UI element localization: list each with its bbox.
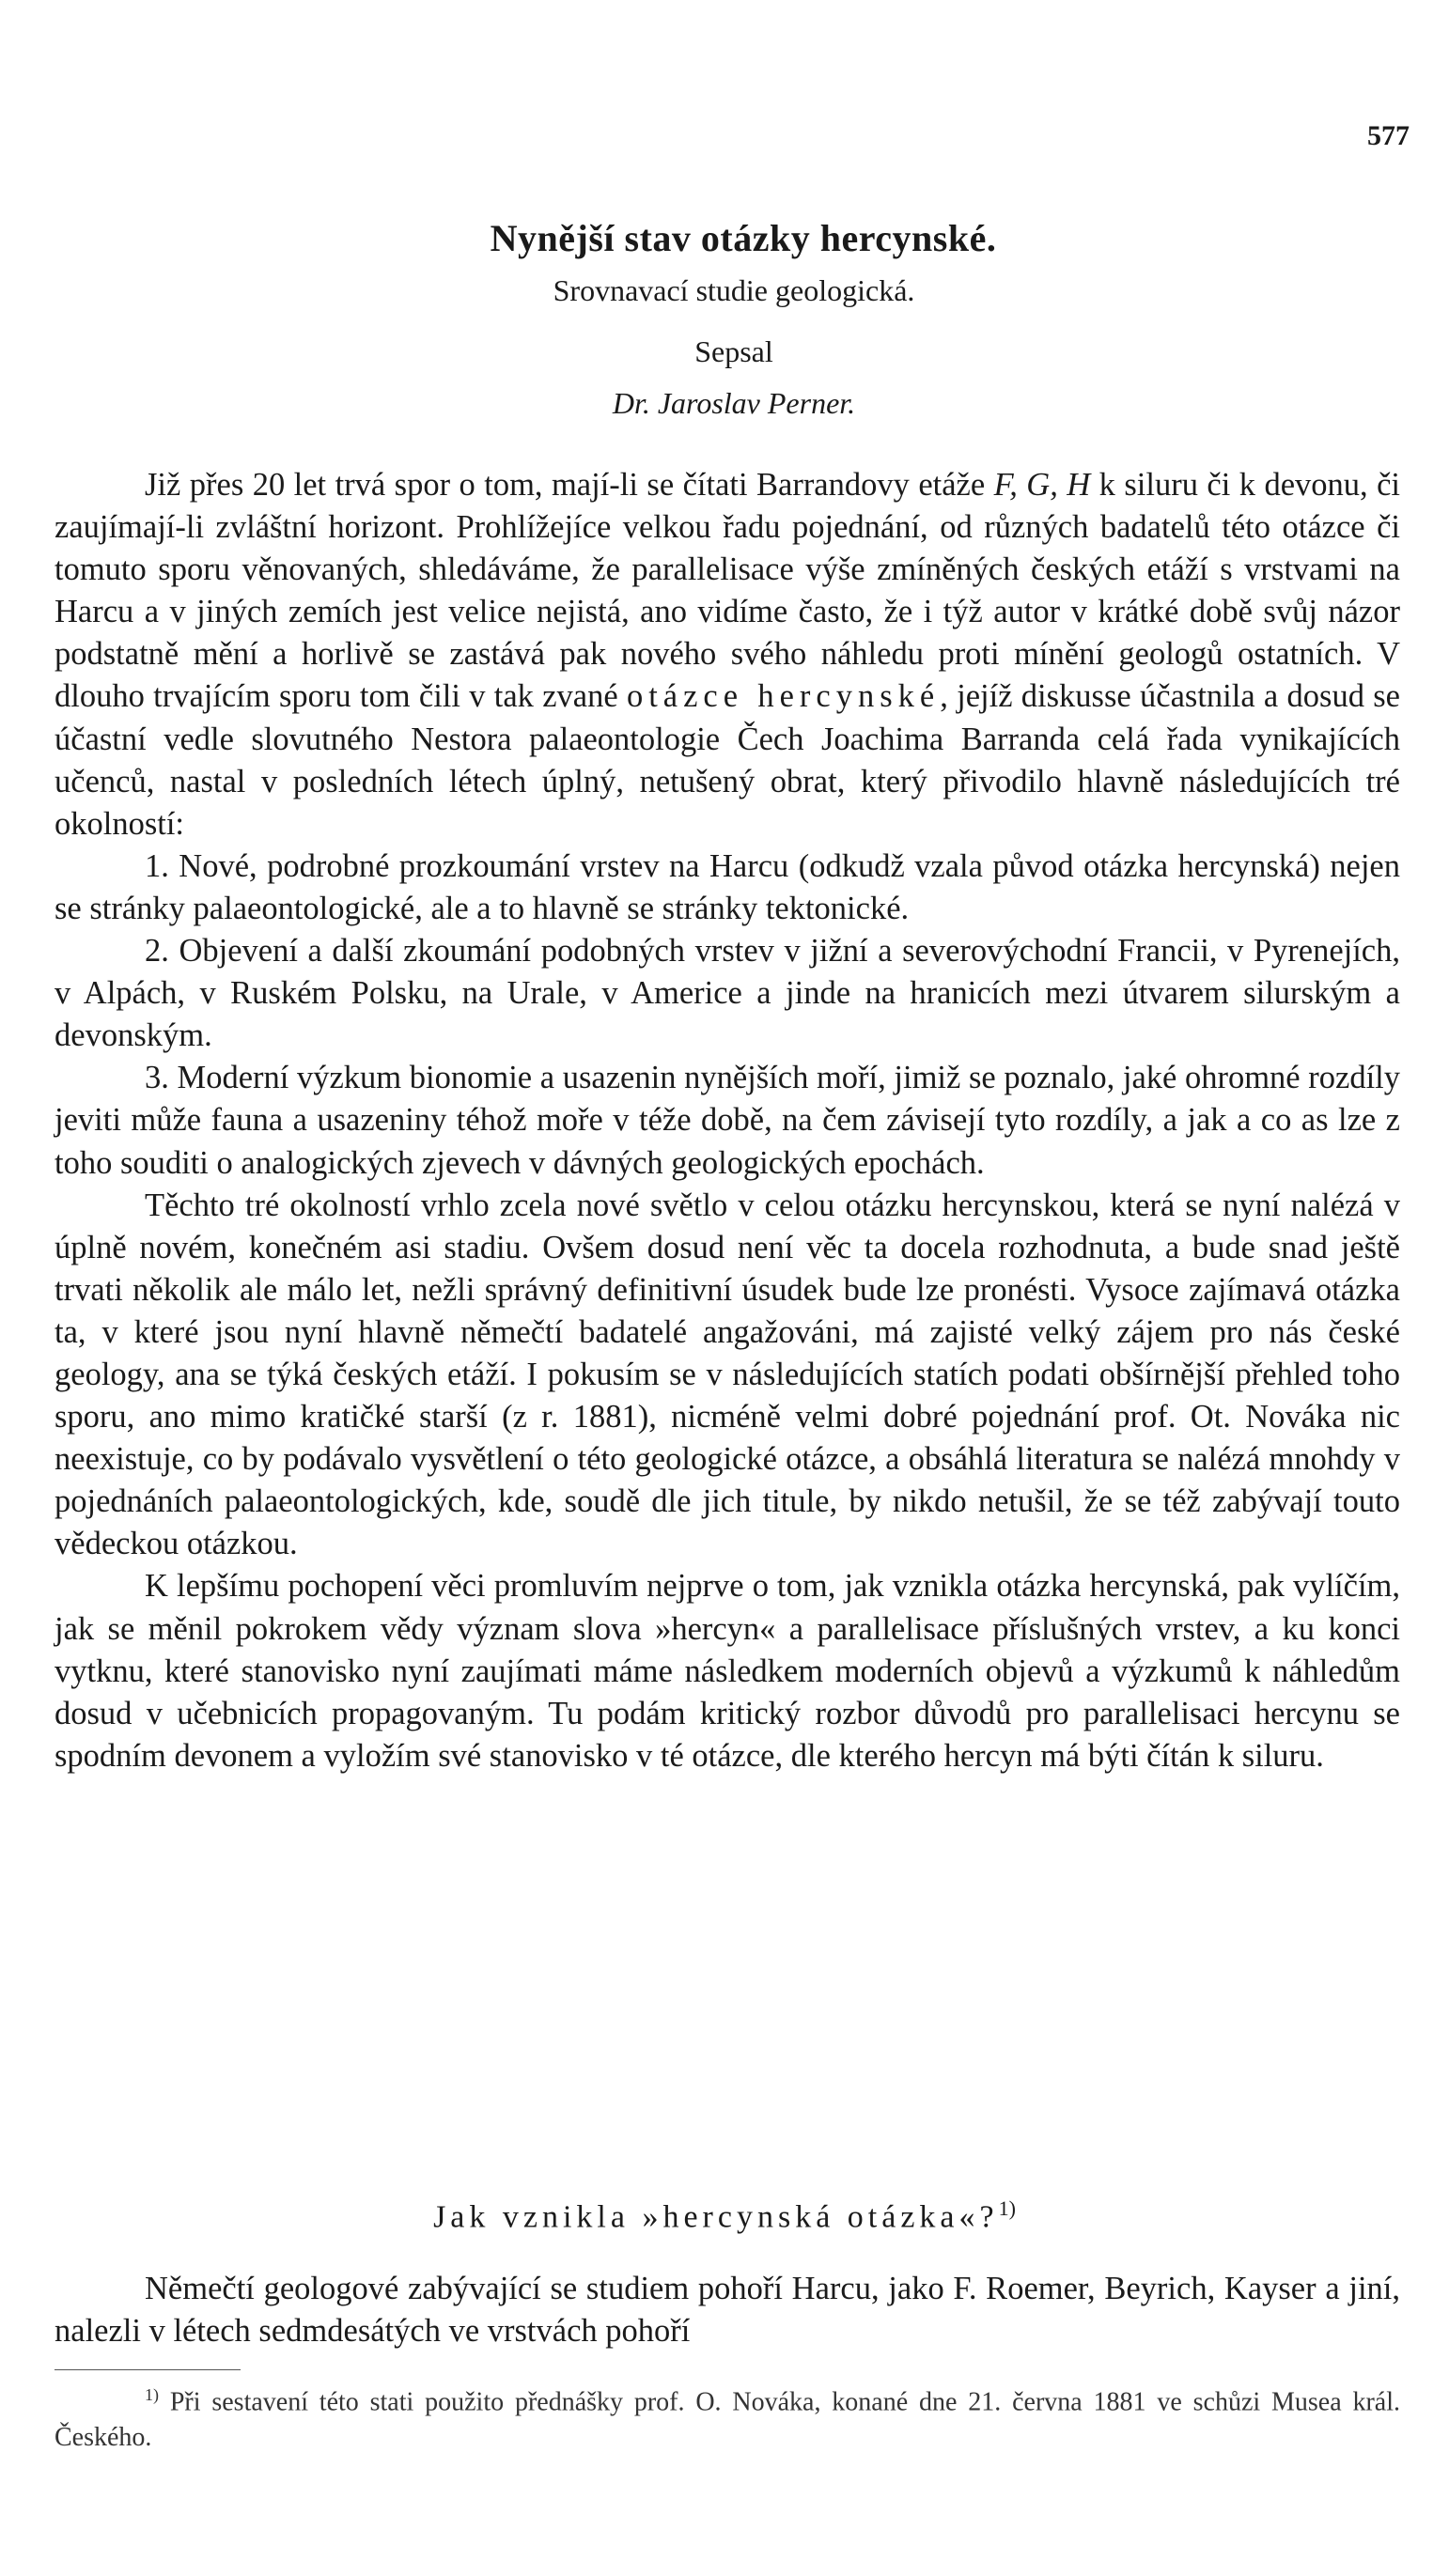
section-heading-text: Jak vznikla »hercynská otázka«? — [433, 2199, 999, 2235]
body-paragraph: K lepšímu pochopení věci promluvím nejprve o tom, jak vznikla otázka hercynská, pak vylíčím, jak se měnil pokrokem vědy význam slova »hercyn« a parallelisace příslušných vrstev, a ku konci vytknu, které stanovisko nyní zaujímati máme následkem moderních objevů a výzkumů k náhledům dosud v učebnicích propagovaným. Tu podám kritický rozbor důvodů pro parallelisaci hercynu se spodním devonem a vyložím své stanovisko v té otázce, dle kterého hercyn má býti čítán k siluru. — [55, 1568, 1400, 1774]
footnote-divider — [55, 2369, 241, 2370]
footnote-marker: 1) — [145, 2385, 159, 2404]
list-item: 2. Objevení a další zkoumání podobných vrstev v jižní a severovýchodní Francii, v Pyrenejích, v Alpách, v Ruském Polsku, na Urale, v Americe a jinde na hranicích mezi útvarem silurským a devonským. — [55, 933, 1400, 1054]
article-title: Nynější stav otázky hercynské. — [490, 217, 997, 259]
section-paragraph: Němečtí geologové zabývající se studiem pohoří Harcu, jako F. Roemer, Beyrich, Kayser a jiní, nalezli v létech sedmdesátých ve vrstvách pohoří — [55, 2271, 1400, 2350]
list-item: 1. Nové, podrobné prozkoumání vrstev na Harcu (odkudž vzala původ otázka hercynská) nejen se stránky palaeontologické, ale a to hlavně se stránky tektonické. — [55, 847, 1400, 926]
intro-text-b: k siluru či k devonu, či zaujímají-li zvláštní horizont. Prohlížejíce velkou řadu pojednání, od různých badatelů této otázce či tomuto sporu věnovaných, shledáváme, že parallelisace výše zmíněných českých etáží s vrstvami na Harcu a v jiných zemích jest velice nejistá, ano vidíme často, že i týž autor v krátké době svůj názor podstatně mění a horlivě se zastává pak nového svého náhledu proti mínění geologů ostatních. V dlouho trvajícím sporu tom čili v tak zvané — [55, 467, 1400, 715]
intro-text-a: Již přes 20 let trvá spor o tom, mají-li se čítati Barrandovy etáže — [145, 467, 994, 503]
list-item: 3. Moderní výzkum bionomie a usazenin nynějších moří, jimiž se poznalo, jaké ohromné rozdíly jeviti může fauna a usazeniny téhož moře v téže době, na čem závisejí tyto rozdíly, a jak a co as lze z toho souditi o analogických zjevech v dávných geologických epochách. — [55, 1060, 1400, 1181]
article-header — [0, 216, 1449, 421]
byline: Sepsal — [694, 334, 773, 368]
etage-letters: F, G, H — [993, 467, 1091, 503]
intro-text-c: , jejíž diskusse účastnila a dosud se účastní vedle slovutného Nestora palaeontologie Čech Joachima Barranda celá řada vynikajících učenců, nastal v posledních létech úplný, netušený obrat, který přivodilo hlavně následujících tré okolností: — [55, 678, 1400, 842]
article-subtitle: Srovnavací studie geologická. — [553, 273, 915, 307]
emphasized-term: otázce hercynské — [626, 678, 941, 715]
footnote — [55, 2377, 1400, 2456]
section-heading — [0, 2196, 1449, 2235]
intro-paragraph — [55, 464, 1400, 846]
author-name: Dr. Jaroslav Perner. — [612, 386, 856, 420]
page-number: 577 — [1367, 120, 1410, 151]
body-paragraph: Těchto tré okolností vrhlo zcela nové světlo v celou otázku hercynskou, která se nyní nalézá v úplně novém, konečném asi stadiu. Ovšem dosud není věc ta docela rozhodnuta, a bude snad ještě trvati několik ale málo let, nežli správný definitivní úsudek bude lze pronésti. Vysoce zajímavá otázka ta, v které jsou nyní hlavně němečtí badatelé angažováni, má zajisté velký zájem pro nás české geology, ana se týká českých etáží. I pokusím se v následujících statích podati obšírnější přehled toho sporu, ano mimo kratičké starší (z r. 1881), nicméně velmi dobré pojednání prof. Ot. Nováka nic neexistuje, co by podávalo vysvětlení o této geologické otázce, a obsáhlá literatura se nalézá mnohdy v pojednáních palaeontologických, kde, soudě dle jich titule, by nikdo netušil, že se též zabývají touto vědeckou otázkou. — [55, 1187, 1400, 1562]
section-body — [55, 2268, 1400, 2352]
footnote-reference: 1) — [998, 2196, 1016, 2220]
article-body — [55, 464, 1400, 1777]
footnote-text: Při sestavení této stati použito přednášky prof. O. Nováka, konané dne 21. června 1881 ve schůzi Musea král. Českého. — [55, 2387, 1400, 2453]
